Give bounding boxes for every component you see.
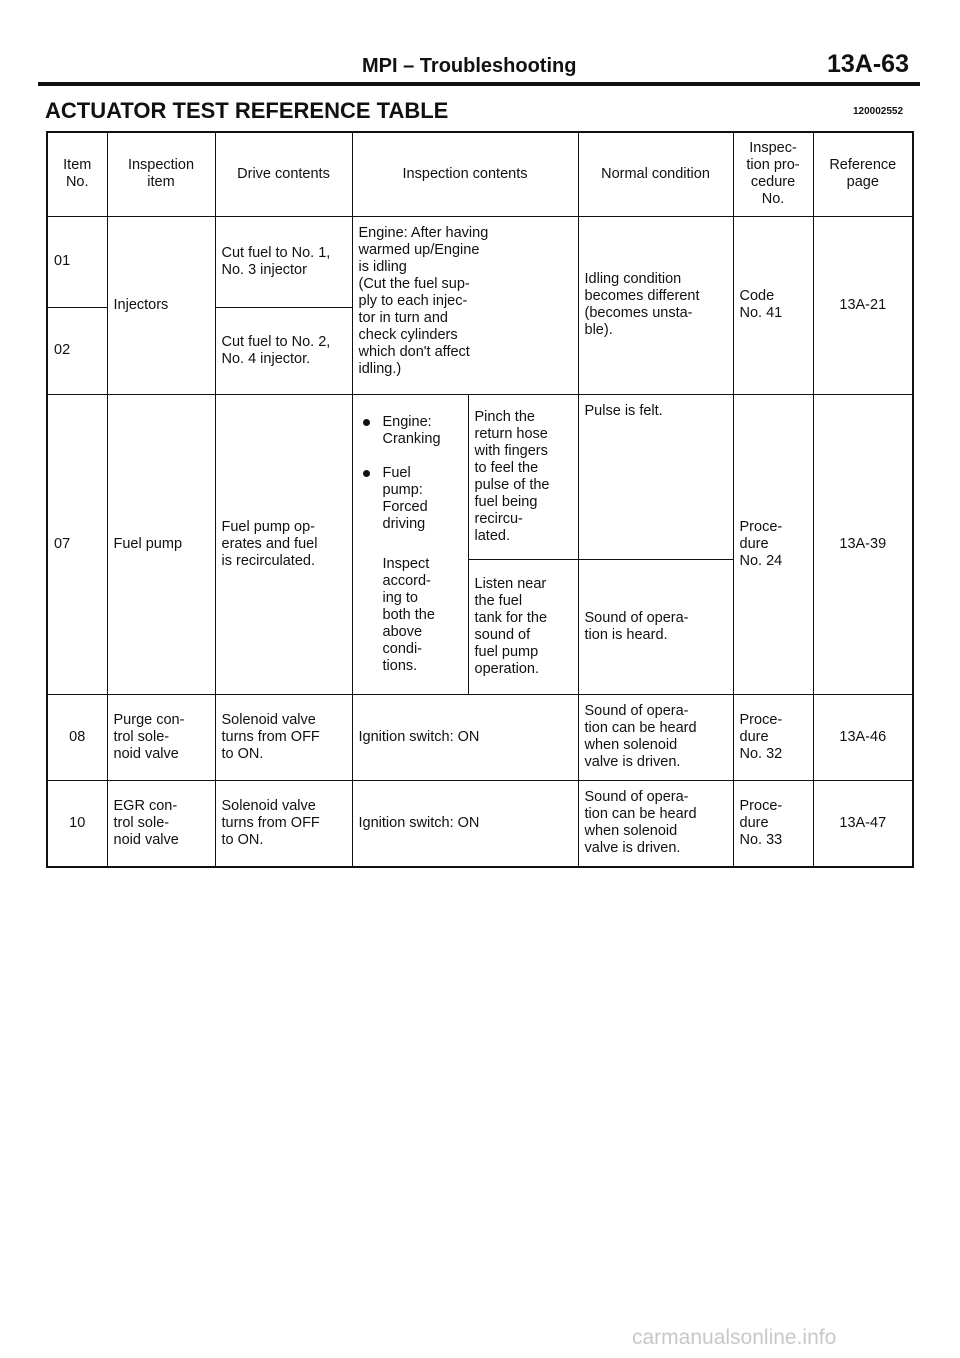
col-header-reference-page: Reference page	[813, 132, 913, 216]
drive-contents-cell: Cut fuel to No. 2, No. 4 injector.	[215, 307, 352, 394]
header-rule	[38, 82, 920, 86]
drive-contents-cell: Solenoid valve turns from OFF to ON.	[215, 694, 352, 780]
procedure-no-cell: Code No. 41	[733, 216, 813, 394]
inspection-contents-cell: Engine: After having warmed up/Engine is idling (Cut the fuel sup- ply to each injec- tor in turn and check cylinders which don't affect idling.)	[352, 216, 578, 394]
col-header-inspection-contents: Inspection contents	[352, 132, 578, 216]
normal-condition-cell: Sound of opera- tion can be heard when solenoid valve is driven.	[578, 780, 733, 867]
procedure-no-cell: Proce- dure No. 33	[733, 780, 813, 867]
col-header-procedure-no: Inspec- tion pro- cedure No.	[733, 132, 813, 216]
inspection-item-cell: EGR con- trol sole- noid valve	[107, 780, 215, 867]
inspection-check-pulse: Pinch the return hose with fingers to feel the pulse of the fuel being recircu- lated.	[468, 394, 578, 559]
procedure-no-cell: Proce- dure No. 24	[733, 394, 813, 694]
item-no-cell: 08	[47, 694, 107, 780]
reference-page-cell: 13A-39	[813, 394, 913, 694]
reference-page-cell: 13A-46	[813, 694, 913, 780]
normal-condition-cell: Idling condition becomes different (becomes unsta- ble).	[578, 216, 733, 394]
watermark: carmanualsonline.info	[632, 1326, 837, 1349]
normal-condition-cell: Sound of opera- tion can be heard when solenoid valve is driven.	[578, 694, 733, 780]
item-no-cell: 02	[47, 307, 107, 394]
inspection-item-cell: Fuel pump	[107, 394, 215, 694]
reference-page-cell: 13A-47	[813, 780, 913, 867]
inspection-check-sound: Listen near the fuel tank for the sound of fuel pump operation.	[468, 559, 578, 694]
condition-fuel-pump: Fuel pump: Forced driving	[359, 465, 462, 533]
item-no-cell: 10	[47, 780, 107, 867]
reference-page-cell: 13A-21	[813, 216, 913, 394]
col-header-item-no: Item No.	[47, 132, 107, 216]
inspection-conditions-cell	[352, 394, 468, 694]
drive-contents-cell: Solenoid valve turns from OFF to ON.	[215, 780, 352, 867]
procedure-no-cell: Proce- dure No. 32	[733, 694, 813, 780]
normal-condition-cell: Sound of opera- tion is heard.	[578, 559, 733, 694]
header-row	[47, 132, 913, 216]
col-header-inspection-item: Inspection item	[107, 132, 215, 216]
condition-note: Inspect accord- ing to both the above condi- tions.	[382, 555, 435, 674]
table-row-08	[47, 694, 913, 780]
item-no-cell: 01	[47, 216, 107, 307]
document-code: 120002552	[853, 106, 904, 117]
table-row-07a	[47, 394, 913, 559]
drive-contents-cell: Cut fuel to No. 1, No. 3 injector	[215, 216, 352, 307]
inspection-contents-cell: Ignition switch: ON	[352, 780, 578, 867]
col-header-normal-condition: Normal condition	[578, 132, 733, 216]
inspection-item-cell: Injectors	[107, 216, 215, 394]
drive-contents-cell: Fuel pump op- erates and fuel is recirculated.	[215, 394, 352, 694]
table-title: ACTUATOR TEST REFERENCE TABLE	[45, 98, 449, 123]
normal-condition-cell: Pulse is felt.	[578, 394, 733, 559]
col-header-drive-contents: Drive contents	[215, 132, 352, 216]
page-number: 13A-63	[827, 50, 909, 78]
inspection-contents-cell: Ignition switch: ON	[352, 694, 578, 780]
item-no-cell: 07	[47, 394, 107, 694]
condition-engine: Engine: Cranking	[359, 414, 462, 448]
table-row-10	[47, 780, 913, 867]
table-row-01	[47, 216, 913, 307]
page-header-title: MPI – Troubleshooting	[362, 55, 577, 77]
actuator-test-reference-table	[46, 131, 914, 868]
inspection-item-cell: Purge con- trol sole- noid valve	[107, 694, 215, 780]
